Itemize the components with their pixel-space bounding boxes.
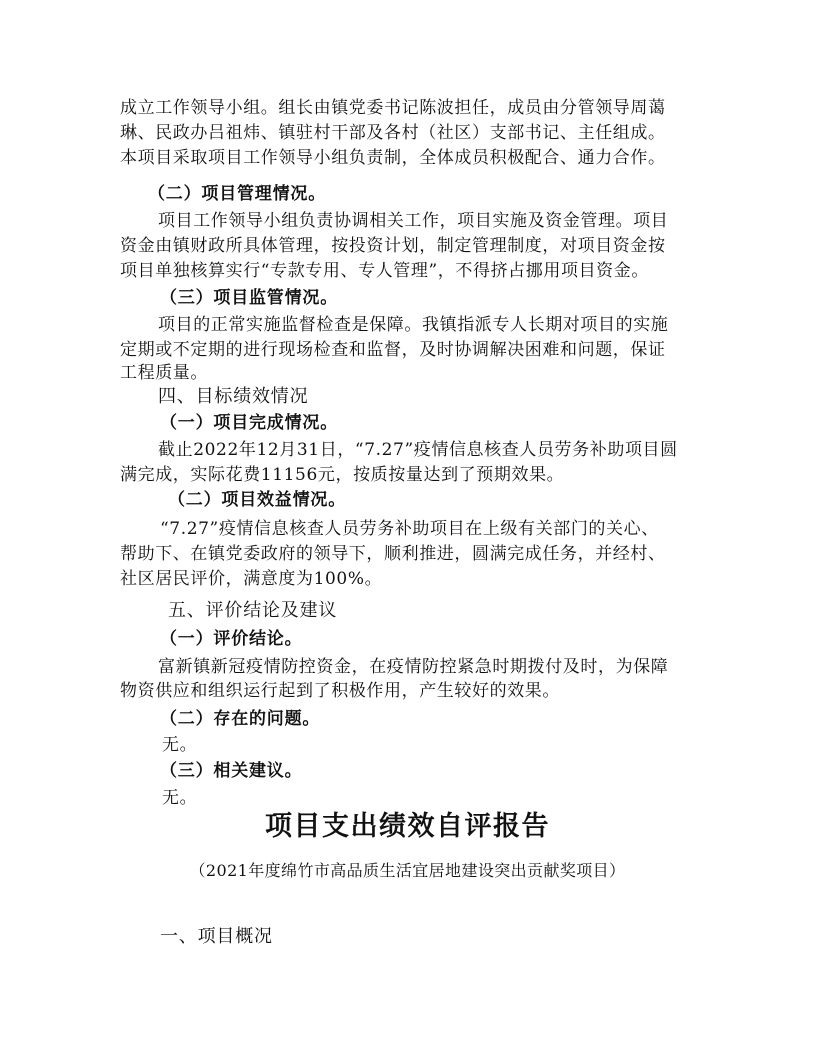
paragraph-line: 资金由镇财政所具体管理，按投资计划，制定管理制度，对项目资金按: [120, 236, 666, 256]
section-heading: 一、项目概况: [160, 926, 273, 947]
paragraph-line: 工程质量。: [120, 363, 208, 383]
report-subtitle: （2021年度绵竹市高品质生活宜居地建设突出贡献奖项目）: [189, 861, 626, 880]
section-heading: 五、评价结论及建议: [168, 600, 338, 621]
subsection-heading: （二）存在的问题。: [160, 709, 321, 729]
subsection-heading: （三）项目监管情况。: [160, 288, 338, 308]
paragraph-line: 琳、民政办吕祖炜、镇驻村干部及各村（社区）支部书记、主任组成。: [120, 123, 666, 143]
subsection-heading: （一）项目完成情况。: [160, 413, 338, 433]
paragraph-line: 截止2022年12月31日，“7.27”疫情信息核查人员劳务补助项目圆: [158, 440, 678, 460]
paragraph-line: 无。: [162, 788, 198, 808]
paragraph-line: 项目工作领导小组负责协调相关工作，项目实施及资金管理。项目: [158, 211, 669, 231]
paragraph-line: 项目的正常实施监督检查是保障。我镇指派专人长期对项目的实施: [158, 315, 669, 335]
subsection-heading: （二）项目管理情况。: [148, 184, 326, 204]
paragraph-line: 无。: [162, 735, 198, 755]
paragraph-line: “7.27”疫情信息核查人员劳务补助项目在上级有关部门的关心、: [160, 519, 659, 539]
paragraph-line: 物资供应和组织运行起到了积极作用，产生较好的效果。: [120, 681, 560, 701]
paragraph-line: 帮助下、在镇党委政府的领导下，顺利推进，圆满完成任务，并经村、: [120, 544, 666, 564]
subsection-heading: （二）项目效益情况。: [168, 490, 346, 510]
paragraph-line: 社区居民评价，满意度为100%。: [120, 569, 383, 589]
subsection-heading: （一）评价结论。: [160, 629, 303, 649]
report-title: 项目支出绩效自评报告: [265, 811, 550, 842]
subsection-heading: （三）相关建议。: [160, 761, 303, 781]
paragraph-line: 成立工作领导小组。组长由镇党委书记陈波担任，成员由分管领导周蔼: [120, 98, 666, 118]
paragraph-line: 本项目采取项目工作领导小组负责制，全体成员积极配合、通力合作。: [120, 148, 666, 168]
section-heading: 四、目标绩效情况: [158, 386, 309, 407]
paragraph-line: 满完成，实际花费11156元，按质按量达到了预期效果。: [120, 465, 565, 485]
paragraph-line: 富新镇新冠疫情防控资金，在疫情防控紧急时期拨付及时，为保障: [158, 657, 669, 677]
paragraph-line: 定期或不定期的进行现场检查和监督，及时协调解决困难和问题，保证: [120, 340, 666, 360]
paragraph-line: 项目单独核算实行“专款专用、专人管理”，不得挤占挪用项目资金。: [120, 261, 649, 281]
